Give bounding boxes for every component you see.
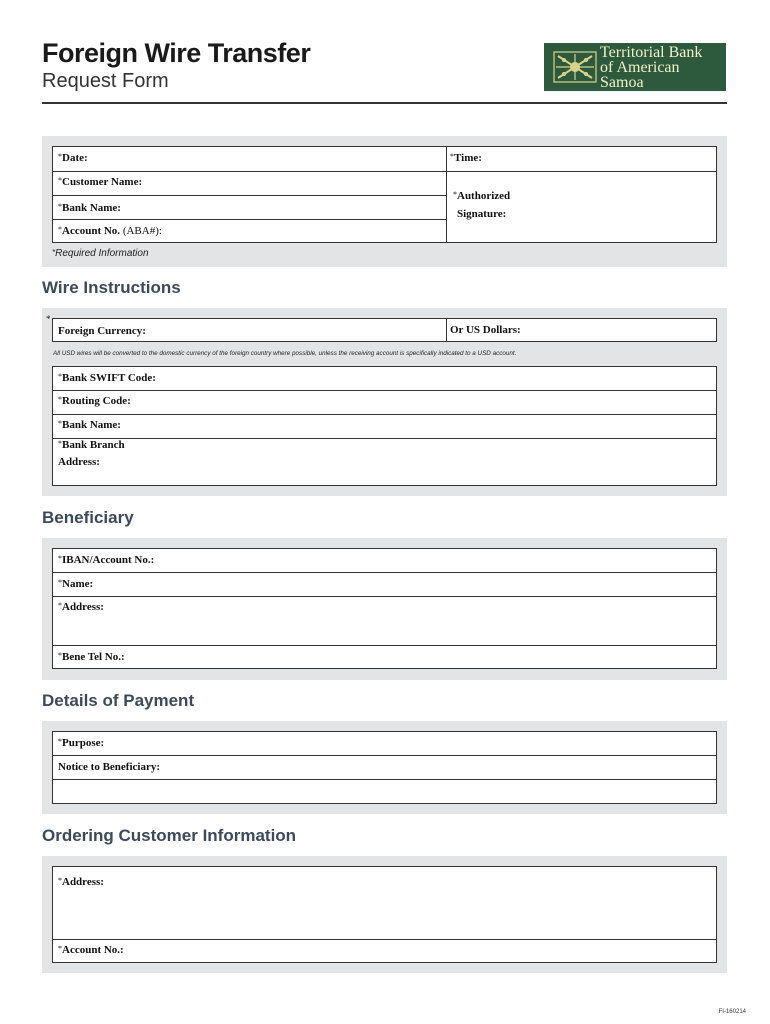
row-divider [53,779,716,780]
foreign-currency-field[interactable]: Foreign Currency: [58,325,146,337]
date-field[interactable]: *Date: [58,152,88,164]
row-divider [53,645,716,646]
row-divider [53,414,716,415]
ordering-customer-title: Ordering Customer Information [42,826,297,845]
bank-name [600,45,726,90]
bank-name-line1: Territorial Bank [600,43,703,61]
bank-logo [544,43,726,91]
row-divider [53,171,716,172]
row-divider [53,939,716,940]
wire-bank-name-field[interactable]: *Bank Name: [58,419,121,431]
payment-panel [42,721,727,814]
bank-emblem-icon [552,49,598,85]
beneficiary-address-field[interactable]: *Address: [58,601,104,613]
required-info-note: *Required Information [52,248,149,259]
bank-name-field[interactable]: *Bank Name: [58,202,121,214]
notice-to-beneficiary-field[interactable]: Notice to Beneficiary: [58,761,161,773]
beneficiary-title: Beneficiary [42,508,134,527]
ordering-address-field[interactable]: *Address: [58,876,104,888]
swift-code-field[interactable]: *Bank SWIFT Code: [58,372,156,384]
authorized-signature-field[interactable]: *Authorized [453,190,511,202]
signature-label: Signature: [457,208,507,220]
beneficiary-name-field[interactable]: *Name: [58,578,94,590]
conversion-note: All USD wires will be converted to the domestic currency of the foreign country where possible, unless the receiving account is specifically indicated to a USD account. [53,350,517,357]
form-title: Foreign Wire Transfer [42,38,311,68]
beneficiary-panel [42,538,727,680]
header-divider [42,102,727,104]
bank-branch-address-label: Address: [58,456,100,468]
column-divider [446,147,447,242]
column-divider [446,319,447,341]
time-field[interactable]: *Time: [450,152,482,164]
payment-details-title: Details of Payment [42,691,195,710]
routing-code-field[interactable]: *Routing Code: [58,395,131,407]
customer-info-panel [42,136,727,267]
wire-instructions-panel [42,308,727,496]
row-divider [53,219,446,220]
row-divider [53,596,716,597]
row-divider [53,195,446,196]
purpose-field[interactable]: *Purpose: [58,737,105,749]
beneficiary-tel-field[interactable]: *Bene Tel No.: [58,651,125,663]
usd-field[interactable]: Or US Dollars: [450,324,521,336]
bank-details-table [52,366,717,486]
iban-field[interactable]: *IBAN/Account No.: [58,554,155,566]
form-subtitle: Request Form [42,70,169,92]
bank-branch-field[interactable]: *Bank Branch [58,439,125,451]
row-divider [53,755,716,756]
bank-name-line2: of American Samoa [600,58,680,91]
wire-instructions-title: Wire Instructions [42,278,181,297]
ordering-account-field[interactable]: *Account No.: [58,944,124,956]
customer-name-field[interactable]: *Customer Name: [58,176,143,188]
ordering-customer-table [52,866,717,963]
row-divider [53,572,716,573]
form-id: FI-160214 [718,1009,746,1015]
row-divider [53,390,716,391]
required-asterisk: * [46,314,51,324]
beneficiary-table [52,548,717,669]
row-divider [53,438,716,439]
account-no-field[interactable]: *Account No. (ABA#): [58,225,162,237]
currency-table [52,318,717,342]
ordering-customer-panel [42,856,727,973]
